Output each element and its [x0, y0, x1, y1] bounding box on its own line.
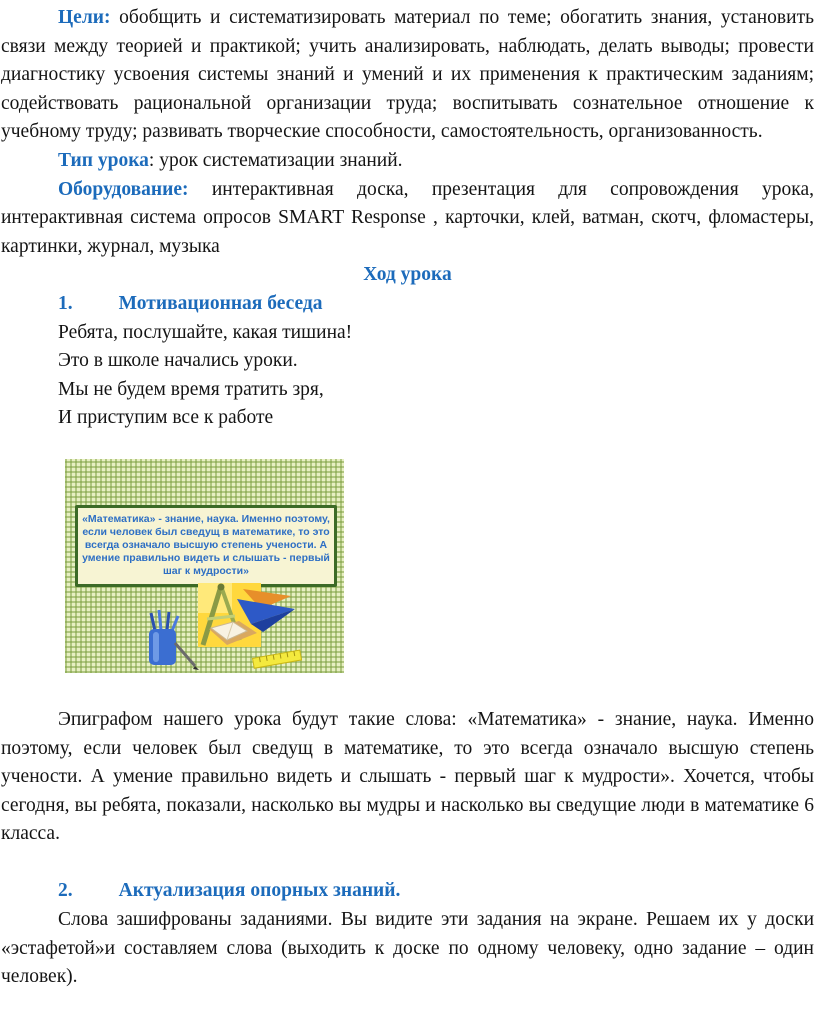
poem-line: Ребята, послушайте, какая тишина!	[58, 321, 353, 343]
blank-line	[1, 849, 814, 878]
section1-title: Мотивационная беседа	[118, 292, 323, 314]
goals-paragraph	[1, 4, 814, 147]
section1-number: 1.	[58, 292, 73, 314]
goals-text: обобщить и систематизировать материал по теме; обогатить знания, установить связи между теорией и практикой; учить анализировать, наблюдать, делать выводы; провести диагностику усвоения системы знаний и умений и их применения к практическим заданиям; содействовать рациональной организации труда; воспитывать сознательное отношение к учебному труду; развивать творческие способности, самостоятельность, организованность.	[1, 7, 814, 143]
section2-number: 2.	[58, 880, 73, 902]
poem-line: Мы не будем время тратить зря,	[58, 378, 324, 400]
poem-line: Это в школе начались уроки.	[58, 350, 298, 372]
pencil-cup-icon	[149, 610, 178, 665]
lesson-type-label: Тип урока	[58, 149, 149, 171]
school-supplies-illustration	[143, 583, 313, 671]
equipment-text: интерактивная доска, презентация для сопровождения урока, интерактивная система опросов SMART Response , карточки, клей, ватман, скотч, фломастеры, картинки, журнал, музыка	[1, 178, 814, 257]
equipment-paragraph	[1, 176, 814, 262]
equipment-label: Оборудование:	[58, 178, 189, 200]
slide-quote-box: «Математика» - знание, наука. Именно поэтому, если человек был сведущ в математике, то это всегда означало высшую степень учености. А умение правильно видеть и слышать - первый шаг к мудрости»	[75, 505, 337, 587]
course-heading: Ход урока	[363, 264, 452, 286]
ruler-icon	[253, 650, 302, 668]
section1-heading	[1, 290, 814, 319]
epigraph-paragraph: Эпиграфом нашего урока будут такие слова: «Математика» - знание, наука. Именно поэтому, если человек был сведущ в математике, то это всегда означало высшую степень учености. А умение правильно видеть и слышать - первый шаг к мудрости». Хочется, чтобы сегодня, вы ребята, показали, насколько вы мудры и насколько вы сведущие люди в математике 6 класса.	[1, 708, 814, 845]
section2-paragraph: Слова зашифрованы заданиями. Вы видите эти задания на экране. Решаем их у доски «эстафетой»и составляем слова (выходить к доске по одному человеку, одно задание – один человек).	[1, 909, 814, 988]
pencil-icon	[175, 643, 199, 670]
poem-line: И приступим все к работе	[58, 407, 274, 429]
goals-label: Цели:	[58, 7, 111, 28]
lesson-type-paragraph	[1, 147, 814, 176]
section2-title: Актуализация опорных знаний.	[118, 880, 401, 902]
lesson-type-text: : урок систематизации знаний.	[148, 149, 403, 171]
section2-heading	[1, 877, 814, 906]
embedded-slide-image	[65, 459, 344, 673]
